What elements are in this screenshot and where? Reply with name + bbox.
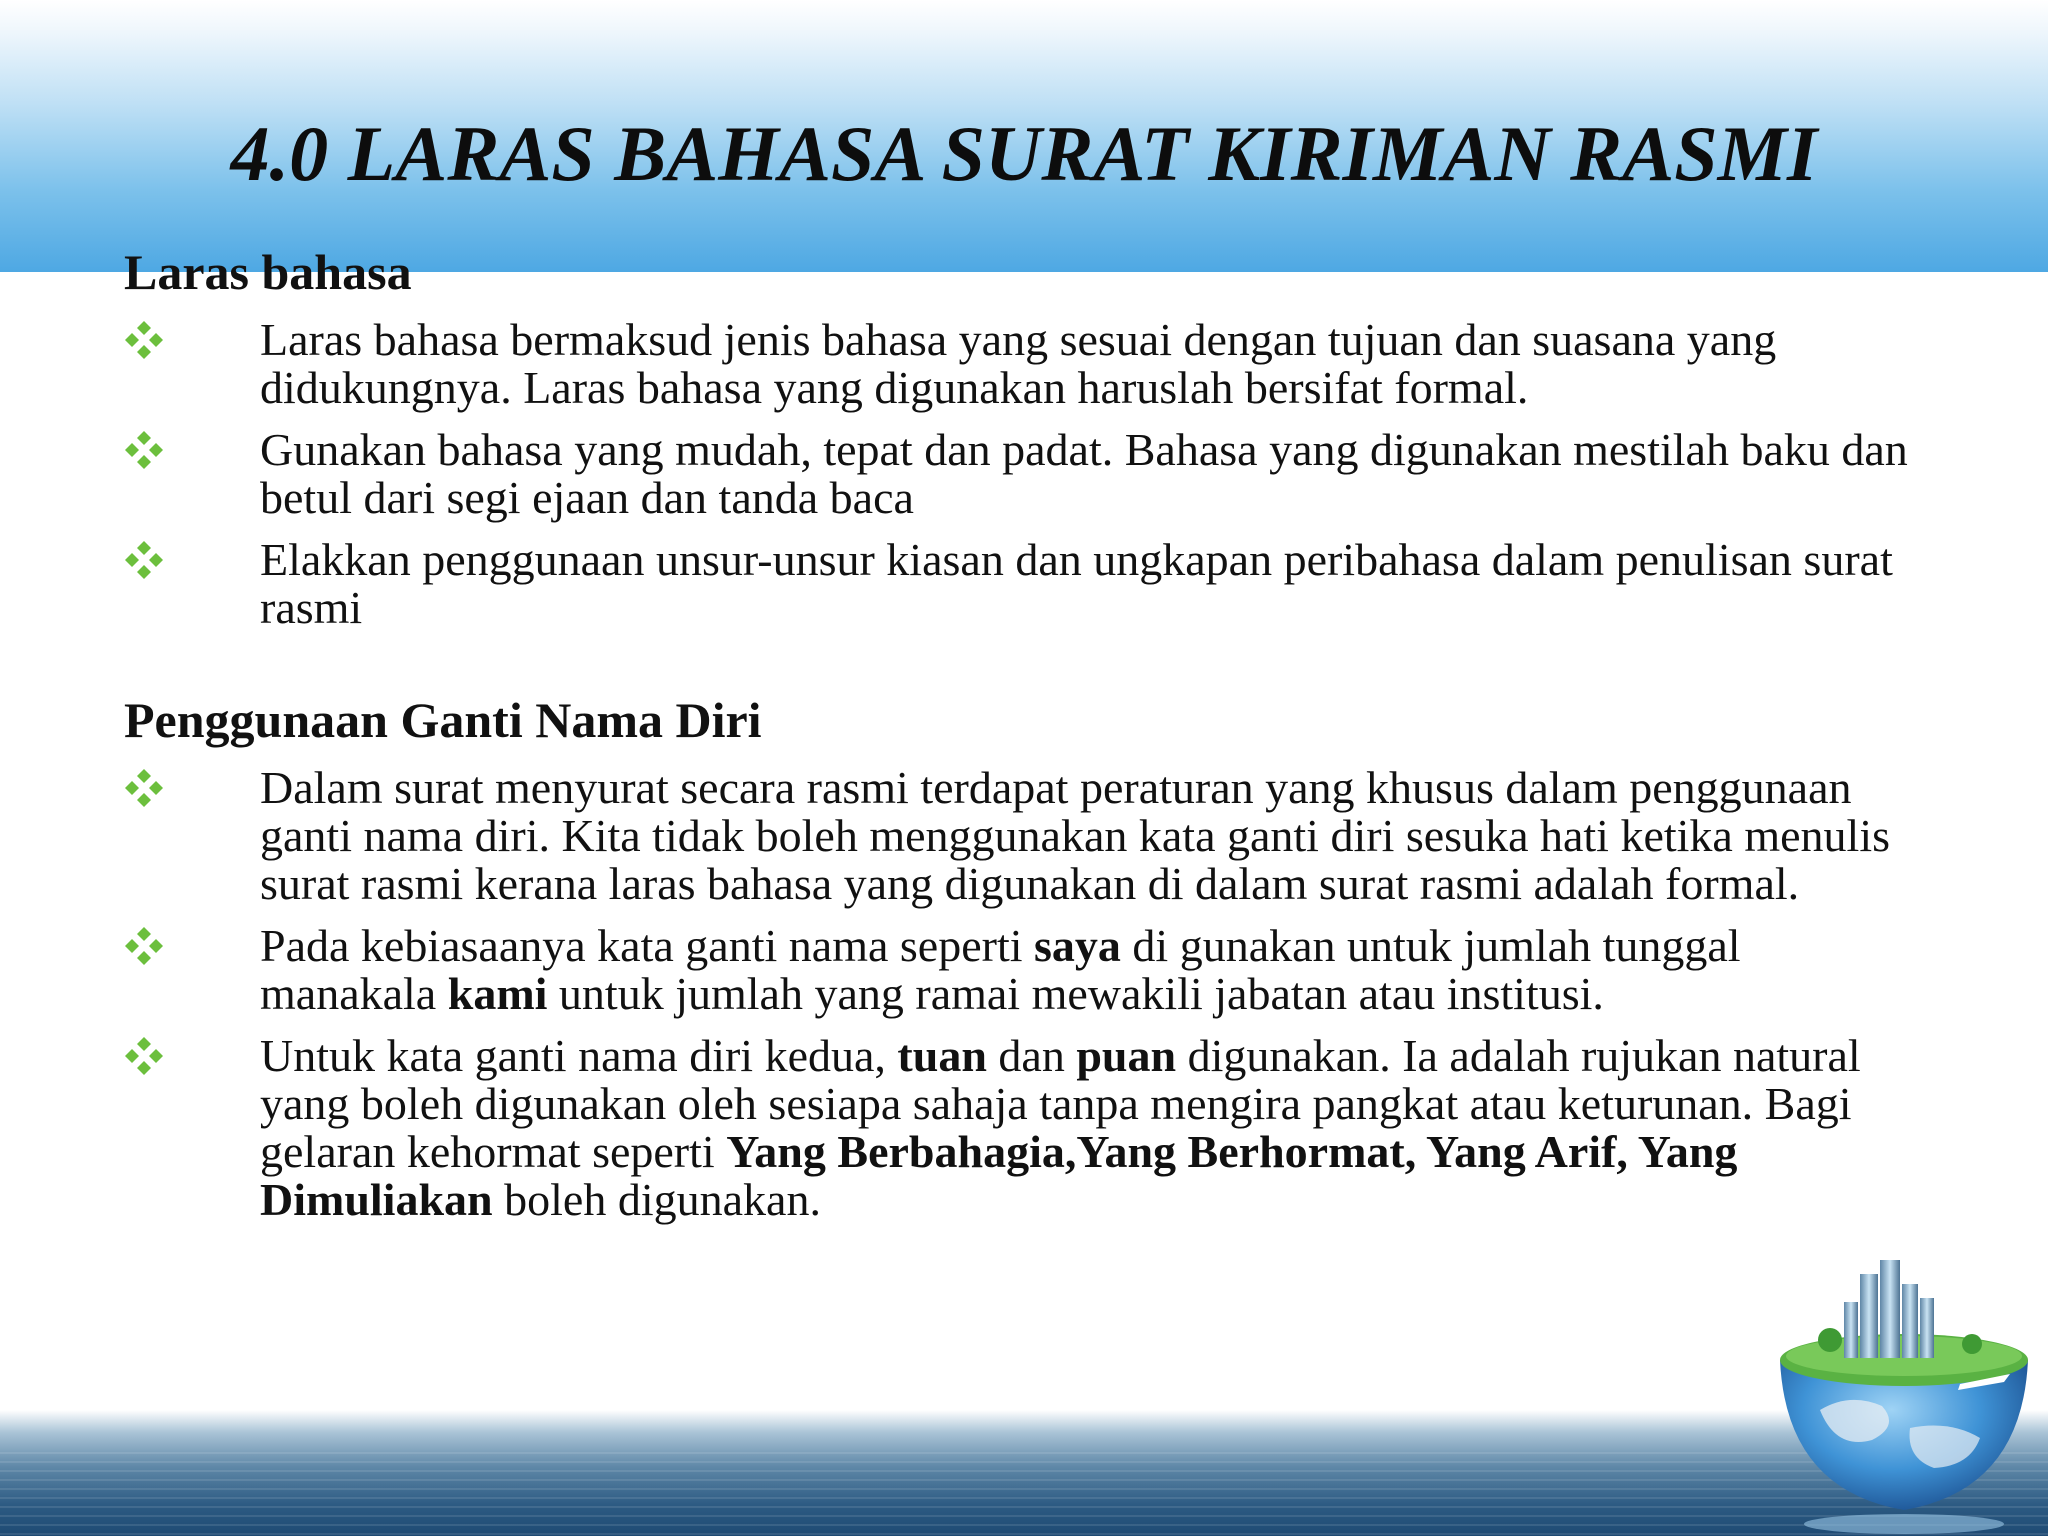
bullet-item	[124, 1032, 1924, 1224]
bold-term: tuan	[897, 1030, 987, 1081]
bullet-item	[124, 426, 1924, 522]
bullet-list	[124, 764, 1924, 1224]
bullet-text	[260, 314, 1776, 413]
bullet-item	[124, 922, 1924, 1018]
bullet-text	[260, 762, 1890, 909]
text-run: di gunakan untuk jumlah tunggal manakala	[260, 920, 1741, 1019]
four-diamond-bullet-icon	[124, 768, 164, 808]
four-diamond-bullet-icon	[124, 430, 164, 470]
footer-water-ripples	[0, 1452, 2048, 1536]
bullet-item	[124, 764, 1924, 908]
text-run: Gunakan bahasa yang mudah, tepat dan padat. Bahasa yang digunakan mestilah baku dan betul dari segi ejaan dan tanda baca	[260, 424, 1908, 523]
bold-term: kami	[447, 968, 548, 1019]
section-heading: Penggunaan Ganti Nama Diri	[124, 692, 762, 748]
section-spacer	[124, 632, 1924, 690]
text-run: Untuk kata ganti nama diri kedua,	[260, 1030, 898, 1081]
slide-title: 4.0 LARAS BAHASA SURAT KIRIMAN RASMI	[230, 110, 1818, 197]
four-diamond-bullet-icon	[124, 540, 164, 580]
bold-term: saya	[1034, 920, 1121, 971]
bullet-text	[260, 920, 1741, 1019]
bullet-text	[260, 534, 1893, 633]
globe-city-icon	[1760, 1240, 2048, 1536]
text-run: untuk jumlah yang ramai mewakili jabatan atau institusi.	[547, 968, 1604, 1019]
text-run: digunakan. Ia adalah rujukan natural yang boleh digunakan oleh sesiapa sahaja tanpa mengira pangkat atau keturunan. Bagi gelaran kehormat seperti	[260, 1030, 1861, 1177]
section-heading: Laras bahasa	[124, 244, 412, 300]
text-run: boleh digunakan.	[492, 1174, 821, 1225]
bullet-item	[124, 316, 1924, 412]
text-run: Laras bahasa bermaksud jenis bahasa yang sesuai dengan tujuan dan suasana yang didukungnya. Laras bahasa yang digunakan haruslah bersifat formal.	[260, 314, 1777, 413]
bullet-list	[124, 316, 1924, 632]
four-diamond-bullet-icon	[124, 1036, 164, 1076]
bold-term: Yang Berbahagia,Yang Berhormat, Yang Arif, Yang Dimuliakan	[260, 1126, 1738, 1225]
text-run: dan	[986, 1030, 1077, 1081]
text-run: Pada kebiasaanya kata ganti nama seperti	[260, 920, 1035, 971]
bullet-text	[260, 424, 1908, 523]
four-diamond-bullet-icon	[124, 926, 164, 966]
text-run: Dalam surat menyurat secara rasmi terdapat peraturan yang khusus dalam penggunaan ganti nama diri. Kita tidak boleh menggunakan kata ganti diri sesuka hati ketika menulis surat rasmi kerana laras bahasa yang digunakan di dalam surat rasmi adalah formal.	[260, 762, 1891, 909]
bold-term: puan	[1076, 1030, 1177, 1081]
bullet-item	[124, 536, 1924, 632]
text-run: Elakkan penggunaan unsur-unsur kiasan dan ungkapan peribahasa dalam penulisan surat rasmi	[260, 534, 1893, 633]
four-diamond-bullet-icon	[124, 320, 164, 360]
slide-content	[124, 242, 1924, 1224]
bullet-text	[260, 1030, 1861, 1225]
